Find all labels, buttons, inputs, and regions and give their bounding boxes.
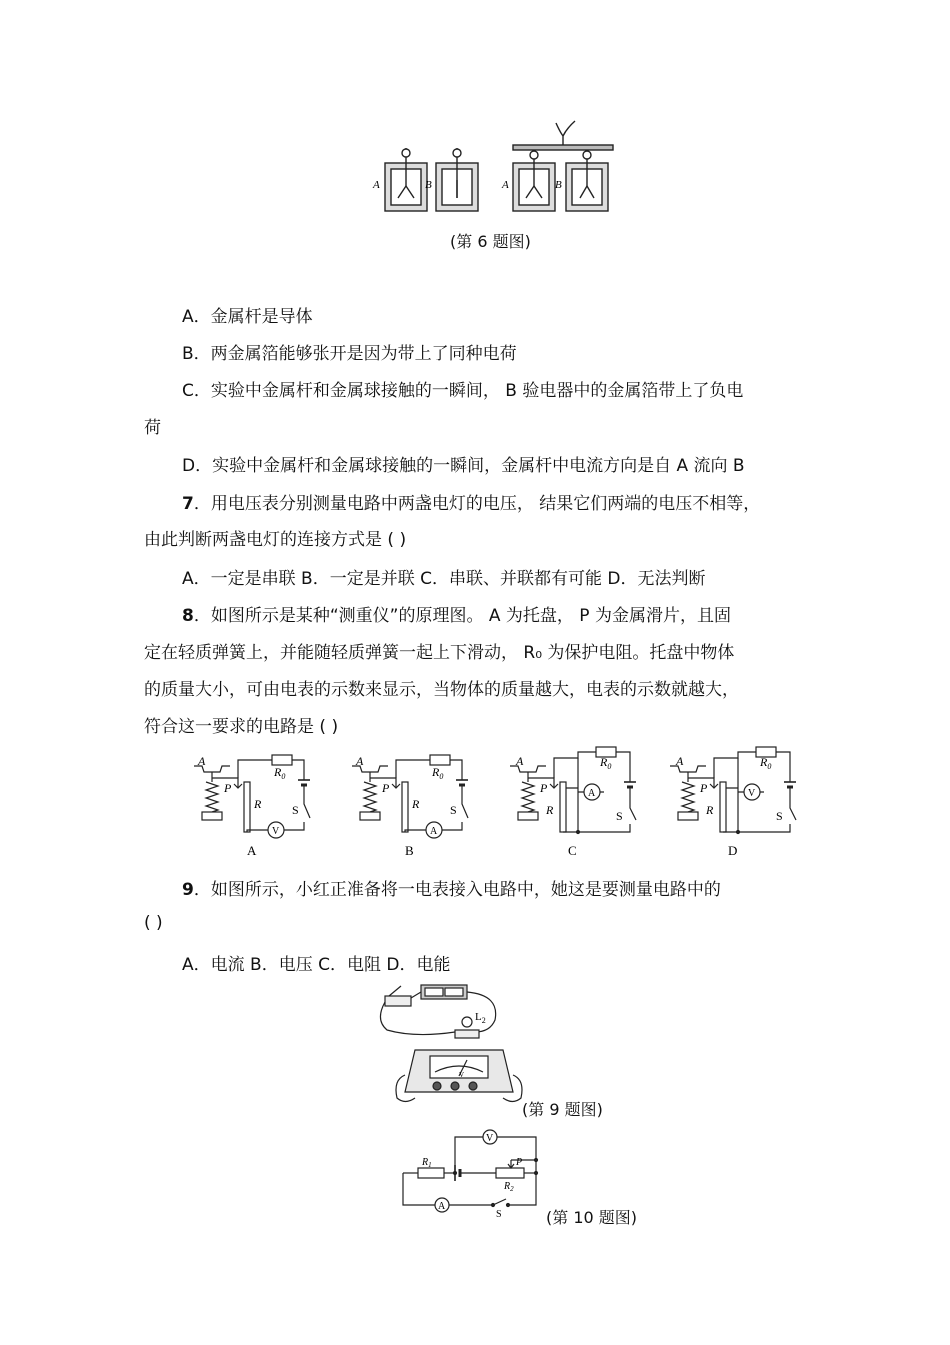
q8-circuit-b <box>350 748 480 858</box>
q6-option-b: B．两金属箔能够张开是因为带上了同种电荷 <box>182 344 517 364</box>
fig10-r2 <box>496 1168 524 1178</box>
fig9-meter-letter: V <box>459 1071 465 1079</box>
q6-option-d: D．实验中金属杆和金属球接触的一瞬间，金属杆中电流方向是自 A 流向 B <box>182 456 745 476</box>
q8-line4: 符合这一要求的电路是 ( ) <box>144 717 339 737</box>
q7-number: 7 <box>182 494 194 514</box>
fig6-label-b2: B <box>555 179 562 191</box>
q8-line1 <box>182 601 731 626</box>
fig9-lamp-label: $L_2$ <box>475 1011 486 1025</box>
svg-text:S: S <box>450 803 457 817</box>
q8-circuit-label-d: D <box>728 843 738 858</box>
fig10-ammeter-label: A <box>438 1201 446 1212</box>
figure-9-meter-circuit <box>375 980 535 1115</box>
svg-text:P: P <box>700 781 708 795</box>
fig10-r2-label: $R_2$ <box>504 1181 514 1193</box>
fig10-slider-label: P <box>516 1157 523 1168</box>
q8-circuit-label-a: A <box>247 843 257 858</box>
q8-circuit-label-c: C <box>568 843 577 858</box>
fig10-switch-label: S <box>496 1209 502 1220</box>
svg-text:A: A <box>356 754 364 768</box>
svg-text:R0: $R_0$ <box>274 765 286 781</box>
q8-number: 8 <box>182 606 194 626</box>
svg-text:R: R <box>706 803 714 817</box>
fig6-label-b1: B <box>425 179 432 191</box>
q8-meter-b: A <box>430 826 438 837</box>
q8-circuit-label-b: B <box>405 843 414 858</box>
svg-text:R: R <box>546 803 554 817</box>
q9-line2: ( ) <box>144 913 163 933</box>
q7-line1 <box>182 489 760 514</box>
q8-circuit-a <box>192 748 322 858</box>
q7-stem-1: ．用电压表分别测量电路中两盏电灯的电压， 结果它们两端的电压不相等， <box>193 494 761 514</box>
svg-text:S: S <box>292 803 299 817</box>
svg-text:P: P <box>540 781 548 795</box>
q8-meter-a: V <box>272 826 280 837</box>
svg-text:R: R <box>254 797 262 811</box>
q8-meter-d: V <box>748 788 756 799</box>
svg-text:S: S <box>616 809 623 823</box>
q9-stem-1: ．如图所示，小红正准备将一电表接入电路中，她这是要测量电路中的 <box>193 880 721 900</box>
q6-option-c-line1: C．实验中金属杆和金属球接触的一瞬间， B 验电器中的金属箔带上了负电 <box>182 381 744 401</box>
svg-text:P: P <box>382 781 390 795</box>
q6-option-a: A．金属杆是导体 <box>182 307 313 327</box>
figure-6-caption: (第 6 题图) <box>450 232 531 251</box>
svg-text:R0: $R_0$ <box>432 765 444 781</box>
q7-options: A．一定是串联 B．一定是并联 C．串联、并联都有可能 D．无法判断 <box>182 569 706 589</box>
q8-stem-1: ．如图所示是某种“测重仪”的原理图。 A 为托盘， P 为金属滑片，且固 <box>193 606 731 626</box>
q6-option-c-line2: 荷 <box>144 418 161 438</box>
svg-text:R: R <box>412 797 420 811</box>
q9-options: A．电流 B．电压 C．电阻 D．电能 <box>182 955 451 975</box>
q8-line3: 的质量大小，可由电表的示数来显示，当物体的质量越大，电表的示数就越大， <box>144 680 739 700</box>
svg-text:R0: $R_0$ <box>760 755 772 771</box>
fig6-label-a2: A <box>502 179 509 191</box>
figure-10-caption: (第 10 题图) <box>546 1208 638 1227</box>
svg-text:A: A <box>516 754 524 768</box>
fig6-label-a1: A <box>373 179 380 191</box>
figure-6-electroscopes <box>370 118 620 218</box>
fig10-r1 <box>418 1168 444 1178</box>
q8-line2: 定在轻质弹簧上，并能随轻质弹簧一起上下滑动， R₀ 为保护电阻。托盘中物体 <box>144 643 735 663</box>
q9-number: 9 <box>182 880 194 900</box>
svg-text:R0: $R_0$ <box>600 755 612 771</box>
q8-circuit-c <box>508 748 638 858</box>
svg-text:P: P <box>224 781 232 795</box>
q7-line2: 由此判断两盏电灯的连接方式是 ( ) <box>144 530 407 550</box>
q8-meter-c: A <box>588 788 596 799</box>
figure-10-circuit <box>398 1125 543 1220</box>
q8-circuit-d <box>668 748 798 858</box>
fig10-r1-label: $R_1$ <box>422 1157 432 1169</box>
q9-line1 <box>182 875 721 900</box>
svg-text:A: A <box>198 754 206 768</box>
svg-text:S: S <box>776 809 783 823</box>
svg-text:A: A <box>676 754 684 768</box>
figure-9-caption: (第 9 题图) <box>522 1100 603 1119</box>
fig10-voltmeter-label: V <box>486 1133 494 1144</box>
